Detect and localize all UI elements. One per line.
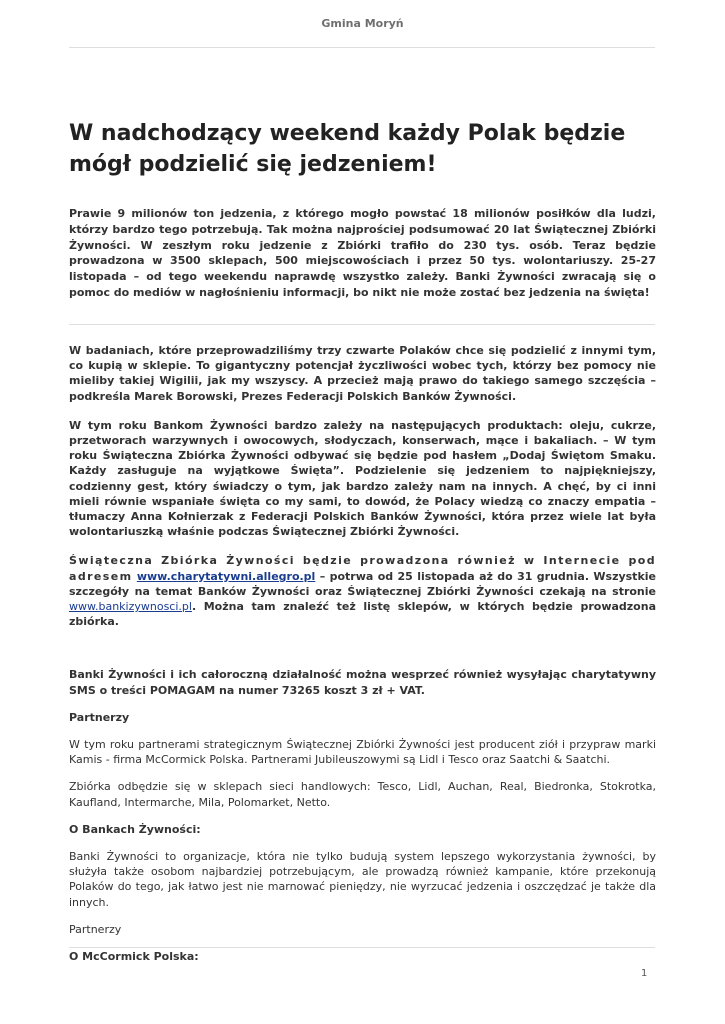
site-header-title: Gmina Moryń — [321, 17, 404, 30]
article-title: W nadchodzący weekend każdy Polak będzie mógł podzielić się jedzeniem! — [69, 121, 626, 177]
lead-divider — [69, 324, 655, 325]
partners-heading: Partnerzy — [69, 710, 130, 724]
partners-plain: Partnerzy — [69, 922, 122, 936]
bankizywnosci-link[interactable]: www.bankizywnosci.pl — [69, 600, 192, 614]
article-body — [69, 343, 656, 964]
paragraph-online — [69, 553, 656, 629]
article-lead: Prawie 9 milionów ton jedzenia, z którego mogło powstać 18 milionów posiłków dla ludzi, którzy bardzo tego potrzebują. Tak można najprościej podsumować 20 lat Świątecznej Zbiórki Żywności. W zeszłym roku jedzenie z Zbiórki trafiło do 230 tys. osób. Teraz będzie prowadzona w 3500 sklepach, 500 miejscowościach i przez 50 tys. wolontariuszy. 25-27 listopada – od tego weekendu naprawdę wszystko zależy. Banki Żywności zwracają się o pomoc do mediów w nagłośnieniu informacji, bo nikt nie może zostać bez jedzenia na święta! — [69, 207, 656, 299]
online-intro: Świąteczna Zbiórka Żywności będzie prowadzona również w Internecie pod adresem — [69, 554, 656, 583]
paragraph-survey: W badaniach, które przeprowadziliśmy trzy czwarte Polaków chce się podzielić z innymi tym, co kupią w sklepie. To gigantyczny potencjał życzliwości wobec tych, którzy bez pomocy nie mieliby takiej Wigilii, jak my wszyscy. A przecież mają prawo do takiego samego szczęścia – podkreśla Marek Borowski, Prezes Federacji Polskich Banków Żywności. — [69, 344, 656, 403]
page-number: 1 — [641, 968, 648, 979]
paragraph-stores: Zbiórka odbędzie się w sklepach sieci handlowych: Tesco, Lidl, Auchan, Real, Biedronka, Stokrotka, Kaufland, Intermarche, Mila, Polomarket, Netto. — [69, 780, 656, 809]
paragraph-about: Banki Żywności to organizacje, która nie tylko budują system lepszego wykorzystania żywności, by służyła także osobom najbardziej potrzebującym, ale prowadzą również kampanie, które przekonują Polaków do tego, jak łatwo jest nie marnować pieniędzy, nie wyrzucać jedzenia i oszczędzać je także dla innych. — [69, 850, 656, 909]
about-heading: O Bankach Żywności: — [69, 822, 201, 836]
header-divider — [69, 47, 655, 48]
allegro-link[interactable]: www.charytatywni.allegro.pl — [136, 569, 316, 583]
paragraph-sms: Banki Żywności i ich całoroczną działalność można wesprzeć również wysyłając charytatywny SMS o treści POMAGAM na numer 73265 koszt 3 zł + VAT. — [69, 668, 656, 697]
online-mid: – potrwa od 25 listopada aż do 31 grudnia. Wszystkie szczegóły na temat Banków Żywności oraz Świątecznej Zbiórki Żywności czekają na stronie — [69, 569, 656, 598]
mccormick-heading: O McCormick Polska: — [69, 950, 199, 964]
paragraph-products: W tym roku Bankom Żywności bardzo zależy na następujących produktach: oleju, cukrze, przetworach warzywnych i owocowych, słodyczach, konserwach, mące i bakaliach. – W tym roku Świąteczna Zbiórka Żywności odbywać się będzie pod hasłem „Dodaj Świętom Smaku. Każdy zasługuje na wyjątkowe Święta”. Podzielenie się jedzeniem to najpiękniejszy, codzienny gest, który świadczy o tym, jak bardzo zależy nam na innych. A chęć, by ci inni mieli równie wspaniałe święta co my sami, to dowód, że Polacy wiedzą co znaczy empatia – tłumaczy Anna Kołnierzak z Federacji Polskich Banków Żywności, która przez wiele lat była wolontariuszką właśnie podczas Świątecznej Zbiórki Żywności. — [69, 418, 656, 539]
footer-divider — [69, 947, 655, 948]
paragraph-partners: W tym roku partnerami strategicznym Świątecznej Zbiórki Żywności jest producent ziół i przypraw marki Kamis - firma McCormick Polska. Partnerami Jubileuszowymi są Lidl i Tesco oraz Saatchi & Saatchi. — [69, 738, 656, 767]
online-end: . Można tam znaleźć też listę sklepów, w których będzie prowadzona zbiórka. — [69, 600, 656, 629]
